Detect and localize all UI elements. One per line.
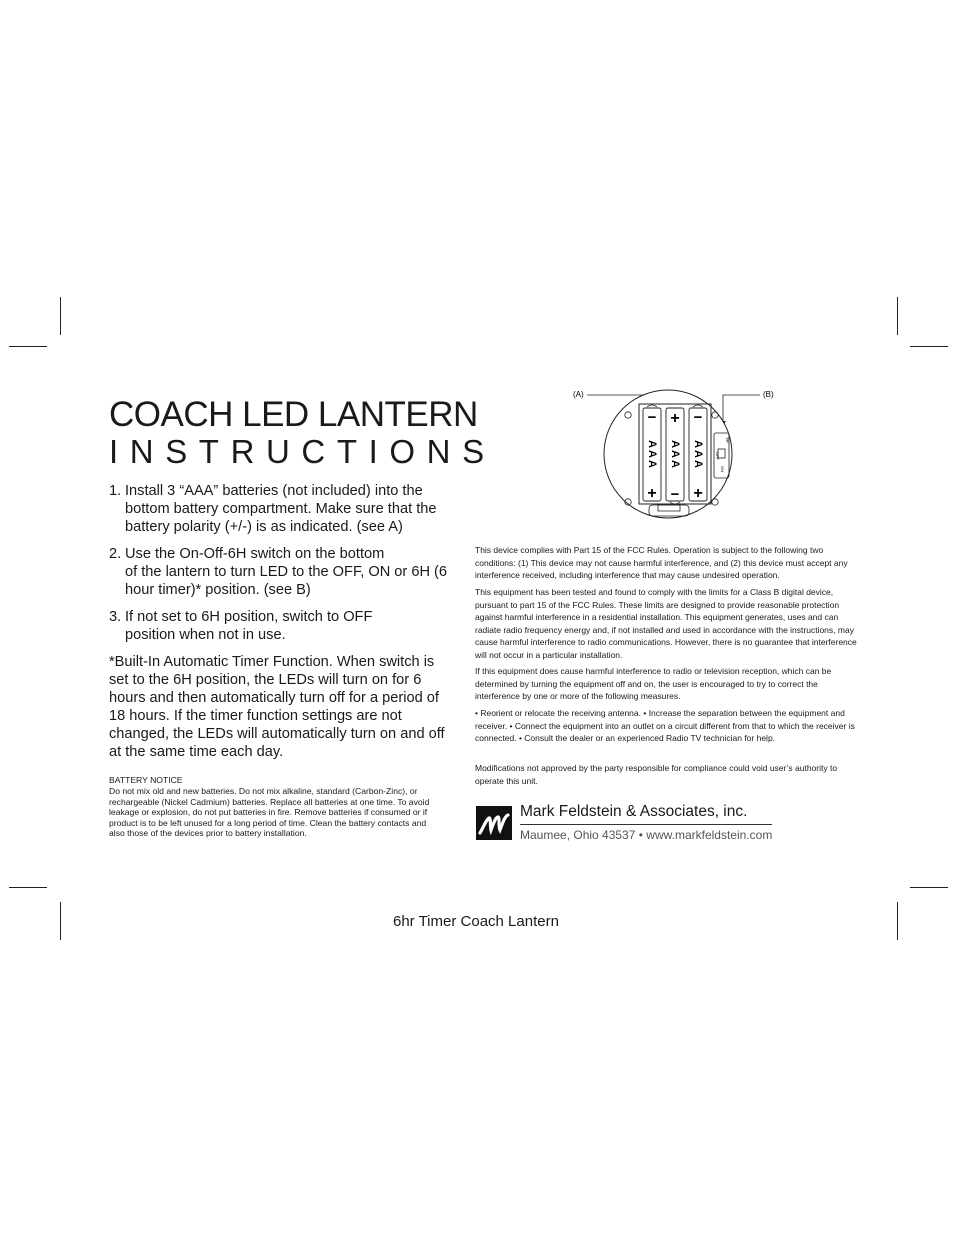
step-2 bbox=[109, 545, 454, 599]
company-logo bbox=[476, 806, 512, 840]
switch-label-on: ON bbox=[720, 466, 725, 472]
crop-mark bbox=[60, 902, 61, 940]
crop-mark bbox=[897, 297, 898, 335]
diagram-label-b: (B) bbox=[763, 390, 774, 399]
lantern-base bbox=[604, 390, 732, 518]
timer-note: *Built-In Automatic Timer Function. When switch is set to the 6H position, the LEDs will turn on for 6 hours and then automatically turn off for a period of 18 hours. If the timer function settings are not changed, the LEDs will automatically turn on and off at the same time each day. bbox=[109, 654, 445, 760]
step-3 bbox=[109, 608, 454, 644]
battery-label: AAA bbox=[646, 440, 658, 470]
leader-line-b bbox=[723, 395, 760, 425]
minus-sign: − bbox=[647, 409, 657, 426]
battery-label: AAA bbox=[692, 440, 704, 470]
step-text: of the lantern to turn LED to the OFF, ON or 6H (6 hour timer)* position. (see B) bbox=[125, 564, 448, 598]
logo-m-icon bbox=[476, 806, 512, 840]
company-divider bbox=[520, 824, 772, 825]
step-text: Install 3 “AAA” batteries (not included) into the bbox=[125, 483, 423, 499]
page-subtitle: INSTRUCTIONS bbox=[109, 433, 496, 470]
company-address: Maumee, Ohio 43537 • www.markfeldstein.com bbox=[520, 828, 773, 842]
step-number: 3. bbox=[109, 609, 122, 625]
fcc-paragraph: This equipment has been tested and found to comply with the limits for a Class B digital device, pursuant to part 15 of the FCC Rules. These limits are designed to provide reasonable protection against harmful interference in a residential installation. This equipment generates, uses and can radiate radio frequency energy and, if not installed and used in accordance with the instructions, may cause harmful interference to radio communications. However, there is no guarantee that interference will not occur in a particular installation. bbox=[475, 587, 857, 660]
plus-sign: + bbox=[693, 485, 703, 502]
step-number: 2. bbox=[109, 546, 122, 562]
crop-mark bbox=[9, 887, 47, 888]
page-title: COACH LED LANTERN bbox=[109, 395, 478, 434]
step-number: 1. bbox=[109, 483, 122, 499]
step-text: bottom battery compartment. Make sure that the battery polarity (+/-) is as indicated. (see A) bbox=[125, 501, 437, 535]
crop-mark bbox=[60, 297, 61, 335]
battery-notice-body: Do not mix old and new batteries. Do not mix alkaline, standard (Carbon-Zinc), or rechargeable (Nickel Cadmium) batteries. Replace all batteries at one time. To avoid leakage or explosion, do not put batteries in fire. Remove batteries if consumed or if product is to be left unused for a long period of time. Clean the battery contacts and also those of the devices prior to battery installation. bbox=[109, 786, 430, 838]
step-text: position when not in use. bbox=[125, 627, 286, 643]
battery-compartment-diagram bbox=[565, 385, 805, 525]
footer-title: 6hr Timer Coach Lantern bbox=[393, 913, 559, 930]
plus-sign: + bbox=[647, 485, 657, 502]
step-1 bbox=[109, 482, 454, 536]
screw-hole bbox=[712, 499, 718, 505]
step-text: If not set to 6H position, switch to OFF bbox=[125, 609, 373, 625]
plus-sign: + bbox=[670, 410, 680, 427]
fcc-paragraph: Modifications not approved by the party responsible for compliance could void user’s authority to operate this unit. bbox=[475, 763, 838, 786]
fcc-paragraph: If this equipment does cause harmful interference to radio or television reception, which can be determined by turning the equipment off and on, the user is encouraged to try to correct the interference by one or more of the following measures. bbox=[475, 666, 832, 701]
crop-mark bbox=[897, 902, 898, 940]
fcc-paragraph: This device complies with Part 15 of the FCC Rules. Operation is subject to the following two conditions: (1) This device may not cause harmful interference, and (2) this device must accept any interference received, including interference that may cause undesired operation. bbox=[475, 545, 848, 580]
battery-label: AAA bbox=[669, 440, 681, 470]
diagram-label-a: (A) bbox=[573, 390, 584, 399]
switch-label-off: OFF bbox=[715, 452, 720, 460]
minus-sign: − bbox=[693, 409, 703, 426]
company-name: Mark Feldstein & Associates, inc. bbox=[520, 803, 748, 820]
switch-label-6h: 6H bbox=[725, 437, 730, 443]
minus-sign: − bbox=[670, 486, 680, 503]
battery-notice-title: BATTERY NOTICE bbox=[109, 775, 183, 785]
crop-mark bbox=[910, 887, 948, 888]
crop-mark bbox=[910, 346, 948, 347]
crop-mark bbox=[9, 346, 47, 347]
step-text: Use the On-Off-6H switch on the bottom bbox=[125, 546, 385, 562]
fcc-paragraph: • Reorient or relocate the receiving antenna. • Increase the separation between the equipment and receiver. • Connect the equipment into an outlet on a circuit different from that to which the receiver is connected. • Consult the dealer or an experienced Radio TV technician for help. bbox=[475, 708, 855, 743]
